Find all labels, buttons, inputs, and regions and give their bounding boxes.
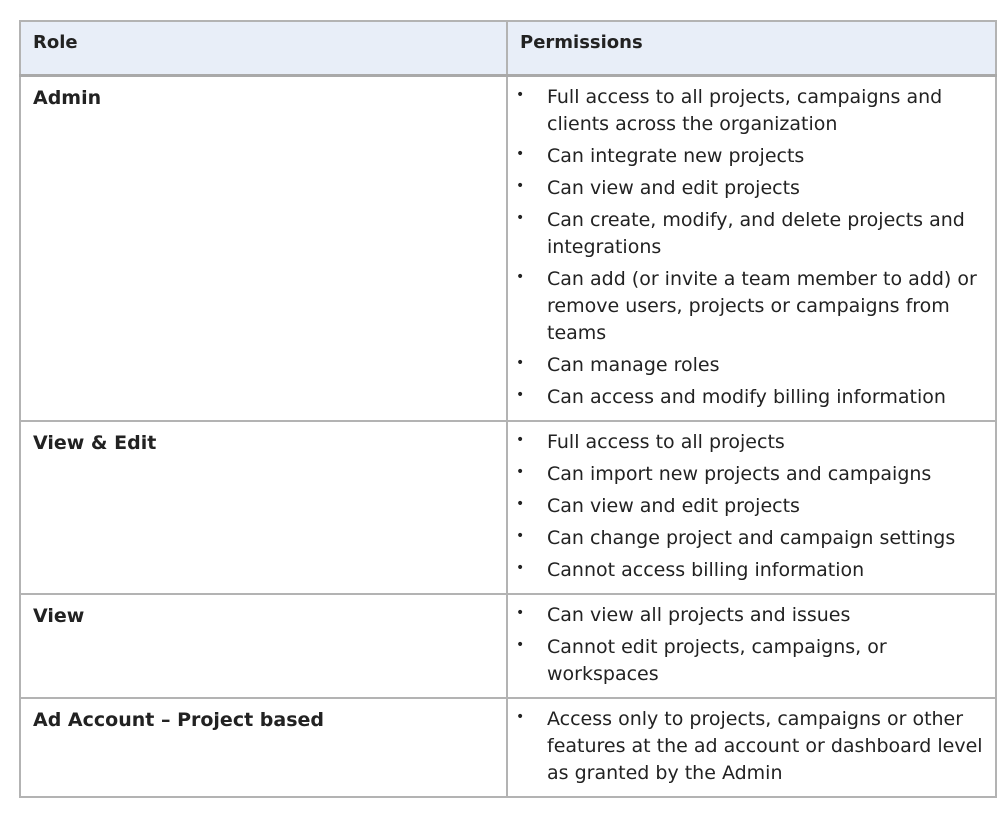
permission-item — [508, 429, 983, 456]
bullet-icon: • — [516, 527, 525, 544]
roles-permissions-table — [19, 20, 997, 798]
roles-permissions-table-wrapper — [19, 20, 995, 798]
permission-item — [508, 706, 983, 787]
table-header — [20, 21, 996, 75]
permission-item — [508, 207, 983, 261]
bullet-icon: • — [516, 86, 525, 103]
permission-list — [508, 602, 983, 688]
permission-list — [508, 84, 983, 411]
permission-text: Cannot access billing information — [547, 558, 865, 581]
permission-text: Can add (or invite a team member to add) or remove users, projects or campaigns from teams — [547, 267, 977, 344]
permission-item — [508, 352, 983, 379]
permission-item — [508, 602, 983, 629]
header-row — [20, 21, 996, 75]
bullet-icon: • — [516, 354, 525, 371]
permission-text: Can view and edit projects — [547, 176, 800, 199]
permission-item — [508, 384, 983, 411]
permission-item — [508, 266, 983, 347]
role-cell: View — [20, 594, 507, 698]
permission-text: Can view and edit projects — [547, 494, 800, 517]
bullet-icon: • — [516, 559, 525, 576]
table-row — [20, 75, 996, 421]
bullet-icon: • — [516, 268, 525, 285]
permission-item — [508, 525, 983, 552]
bullet-icon: • — [516, 386, 525, 403]
permission-text: Can create, modify, and delete projects and integrations — [547, 208, 965, 258]
bullet-icon: • — [516, 636, 525, 653]
bullet-icon: • — [516, 463, 525, 480]
bullet-icon: • — [516, 708, 525, 725]
permission-text: Full access to all projects, campaigns and clients across the organization — [547, 85, 943, 135]
permissions-cell — [507, 594, 996, 698]
permission-item — [508, 143, 983, 170]
permission-item — [508, 634, 983, 688]
permission-item — [508, 461, 983, 488]
bullet-icon: • — [516, 177, 525, 194]
bullet-icon: • — [516, 431, 525, 448]
permission-text: Cannot edit projects, campaigns, or workspaces — [547, 635, 887, 685]
table-row — [20, 698, 996, 797]
permissions-cell — [507, 421, 996, 594]
bullet-icon: • — [516, 495, 525, 512]
bullet-icon: • — [516, 209, 525, 226]
permission-item — [508, 84, 983, 138]
table-row — [20, 594, 996, 698]
permission-text: Full access to all projects — [547, 430, 785, 453]
bullet-icon: • — [516, 604, 525, 621]
permission-text: Can import new projects and campaigns — [547, 462, 932, 485]
role-cell: Ad Account – Project based — [20, 698, 507, 797]
role-cell: Admin — [20, 75, 507, 421]
permission-list — [508, 706, 983, 787]
bullet-icon: • — [516, 145, 525, 162]
permission-text: Can change project and campaign settings — [547, 526, 956, 549]
permission-text: Access only to projects, campaigns or other features at the ad account or dashboard level as granted by the Admin — [547, 707, 983, 784]
table-row — [20, 421, 996, 594]
permission-text: Can access and modify billing information — [547, 385, 946, 408]
permissions-cell — [507, 698, 996, 797]
permission-text: Can manage roles — [547, 353, 720, 376]
header-permissions: Permissions — [507, 21, 996, 75]
permission-list — [508, 429, 983, 584]
permission-item — [508, 175, 983, 202]
header-role: Role — [20, 21, 507, 75]
permission-text: Can integrate new projects — [547, 144, 805, 167]
permissions-cell — [507, 75, 996, 421]
table-body — [20, 75, 996, 797]
permission-item — [508, 557, 983, 584]
permission-item — [508, 493, 983, 520]
role-cell: View & Edit — [20, 421, 507, 594]
permission-text: Can view all projects and issues — [547, 603, 851, 626]
